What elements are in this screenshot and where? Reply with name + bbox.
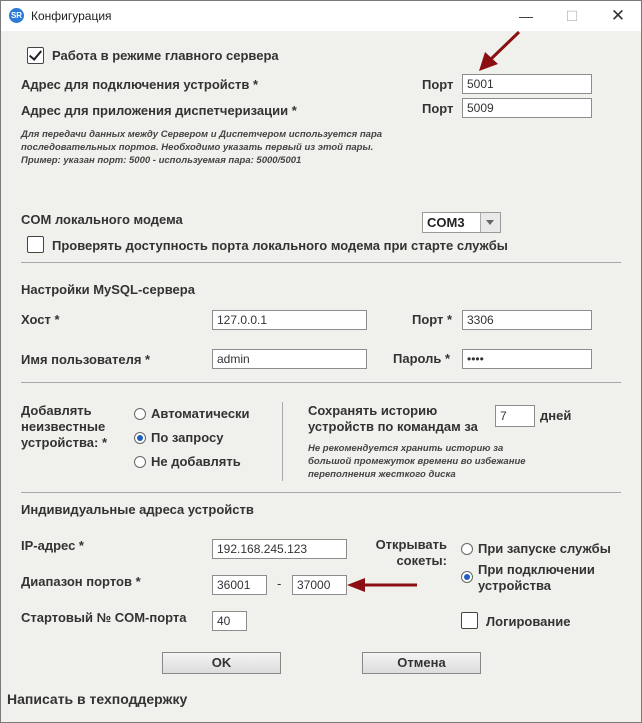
minimize-icon[interactable]: — — [519, 8, 533, 24]
modem-com-value: COM3 — [427, 215, 465, 230]
add-devices-label-line: Добавлять — [21, 403, 92, 418]
window-title: Конфигурация — [31, 9, 112, 23]
individual-section-title: Индивидуальные адреса устройств — [21, 502, 254, 517]
cancel-button[interactable]: Отмена — [362, 652, 481, 674]
start-com-label: Стартовый № COM-порта — [21, 610, 187, 625]
history-note-line: переполнения жесткого диска — [308, 469, 456, 480]
sockets-label-line: сокеты: — [396, 553, 447, 568]
mysql-port-label: Порт * — [412, 312, 453, 327]
history-label-line: устройств по командам за — [308, 419, 478, 434]
mysql-section-title: Настройки MySQL-сервера — [21, 282, 195, 297]
history-unit-label: дней — [540, 408, 572, 423]
history-label-line: Сохранять историю — [308, 403, 438, 418]
annotation-arrows — [1, 1, 641, 722]
port-note-line: Пример: указан порт: 5000 - используемая пара: 5000/5001 — [21, 155, 302, 166]
close-icon[interactable]: ✕ — [610, 6, 626, 25]
port-range-dash: - — [277, 576, 282, 591]
annotation-arrow-range — [347, 578, 417, 592]
app-logo-icon: SR — [9, 8, 24, 23]
logging-label: Логирование — [486, 614, 571, 629]
sockets-label-line: Открывать — [375, 537, 447, 552]
dispatch-port-label: Порт — [422, 101, 454, 116]
dispatch-address-label: Адрес для приложения диспетчеризации * — [21, 103, 297, 118]
sockets-option-on-start[interactable]: При запуске службы — [478, 541, 611, 556]
sockets-option-line: устройства — [478, 578, 552, 593]
modem-label: COM локального модема — [21, 212, 183, 227]
sockets-option-line: При подключении — [478, 562, 595, 577]
port-note-line: последовательных портов. Необходимо указать первый из этой пары. — [21, 142, 374, 153]
port-range-label: Диапазон портов * — [21, 574, 141, 589]
ip-address-label: IP-адрес * — [21, 538, 84, 553]
main-server-label: Работа в режиме главного сервера — [52, 48, 279, 63]
history-note-line: Не рекомендуется хранить историю за — [308, 443, 504, 454]
add-devices-option-request[interactable]: По запросу — [151, 430, 224, 445]
add-devices-option-none[interactable]: Не добавлять — [151, 454, 241, 469]
device-address-label: Адрес для подключения устройств * — [21, 77, 259, 92]
mysql-password-label: Пароль * — [393, 351, 451, 366]
ok-button[interactable]: OK — [162, 652, 281, 674]
annotation-arrow-port — [479, 32, 519, 71]
mysql-host-label: Хост * — [21, 312, 60, 327]
history-note-line: большой промежуток времени во избежание — [308, 456, 526, 467]
add-devices-option-auto[interactable]: Автоматически — [151, 406, 250, 421]
port-note-line: Для передачи данных между Сервером и Диспетчером используется пара — [21, 129, 383, 140]
mysql-user-label: Имя пользователя * — [21, 352, 151, 367]
maximize-icon: ☐ — [565, 8, 579, 24]
support-link[interactable]: Написать в техподдержку — [7, 691, 188, 707]
device-port-label: Порт — [422, 77, 454, 92]
add-devices-label-line: устройства: * — [21, 435, 108, 450]
add-devices-label-line: неизвестные — [21, 419, 106, 434]
modem-check-label: Проверять доступность порта локального модема при старте службы — [52, 238, 508, 253]
